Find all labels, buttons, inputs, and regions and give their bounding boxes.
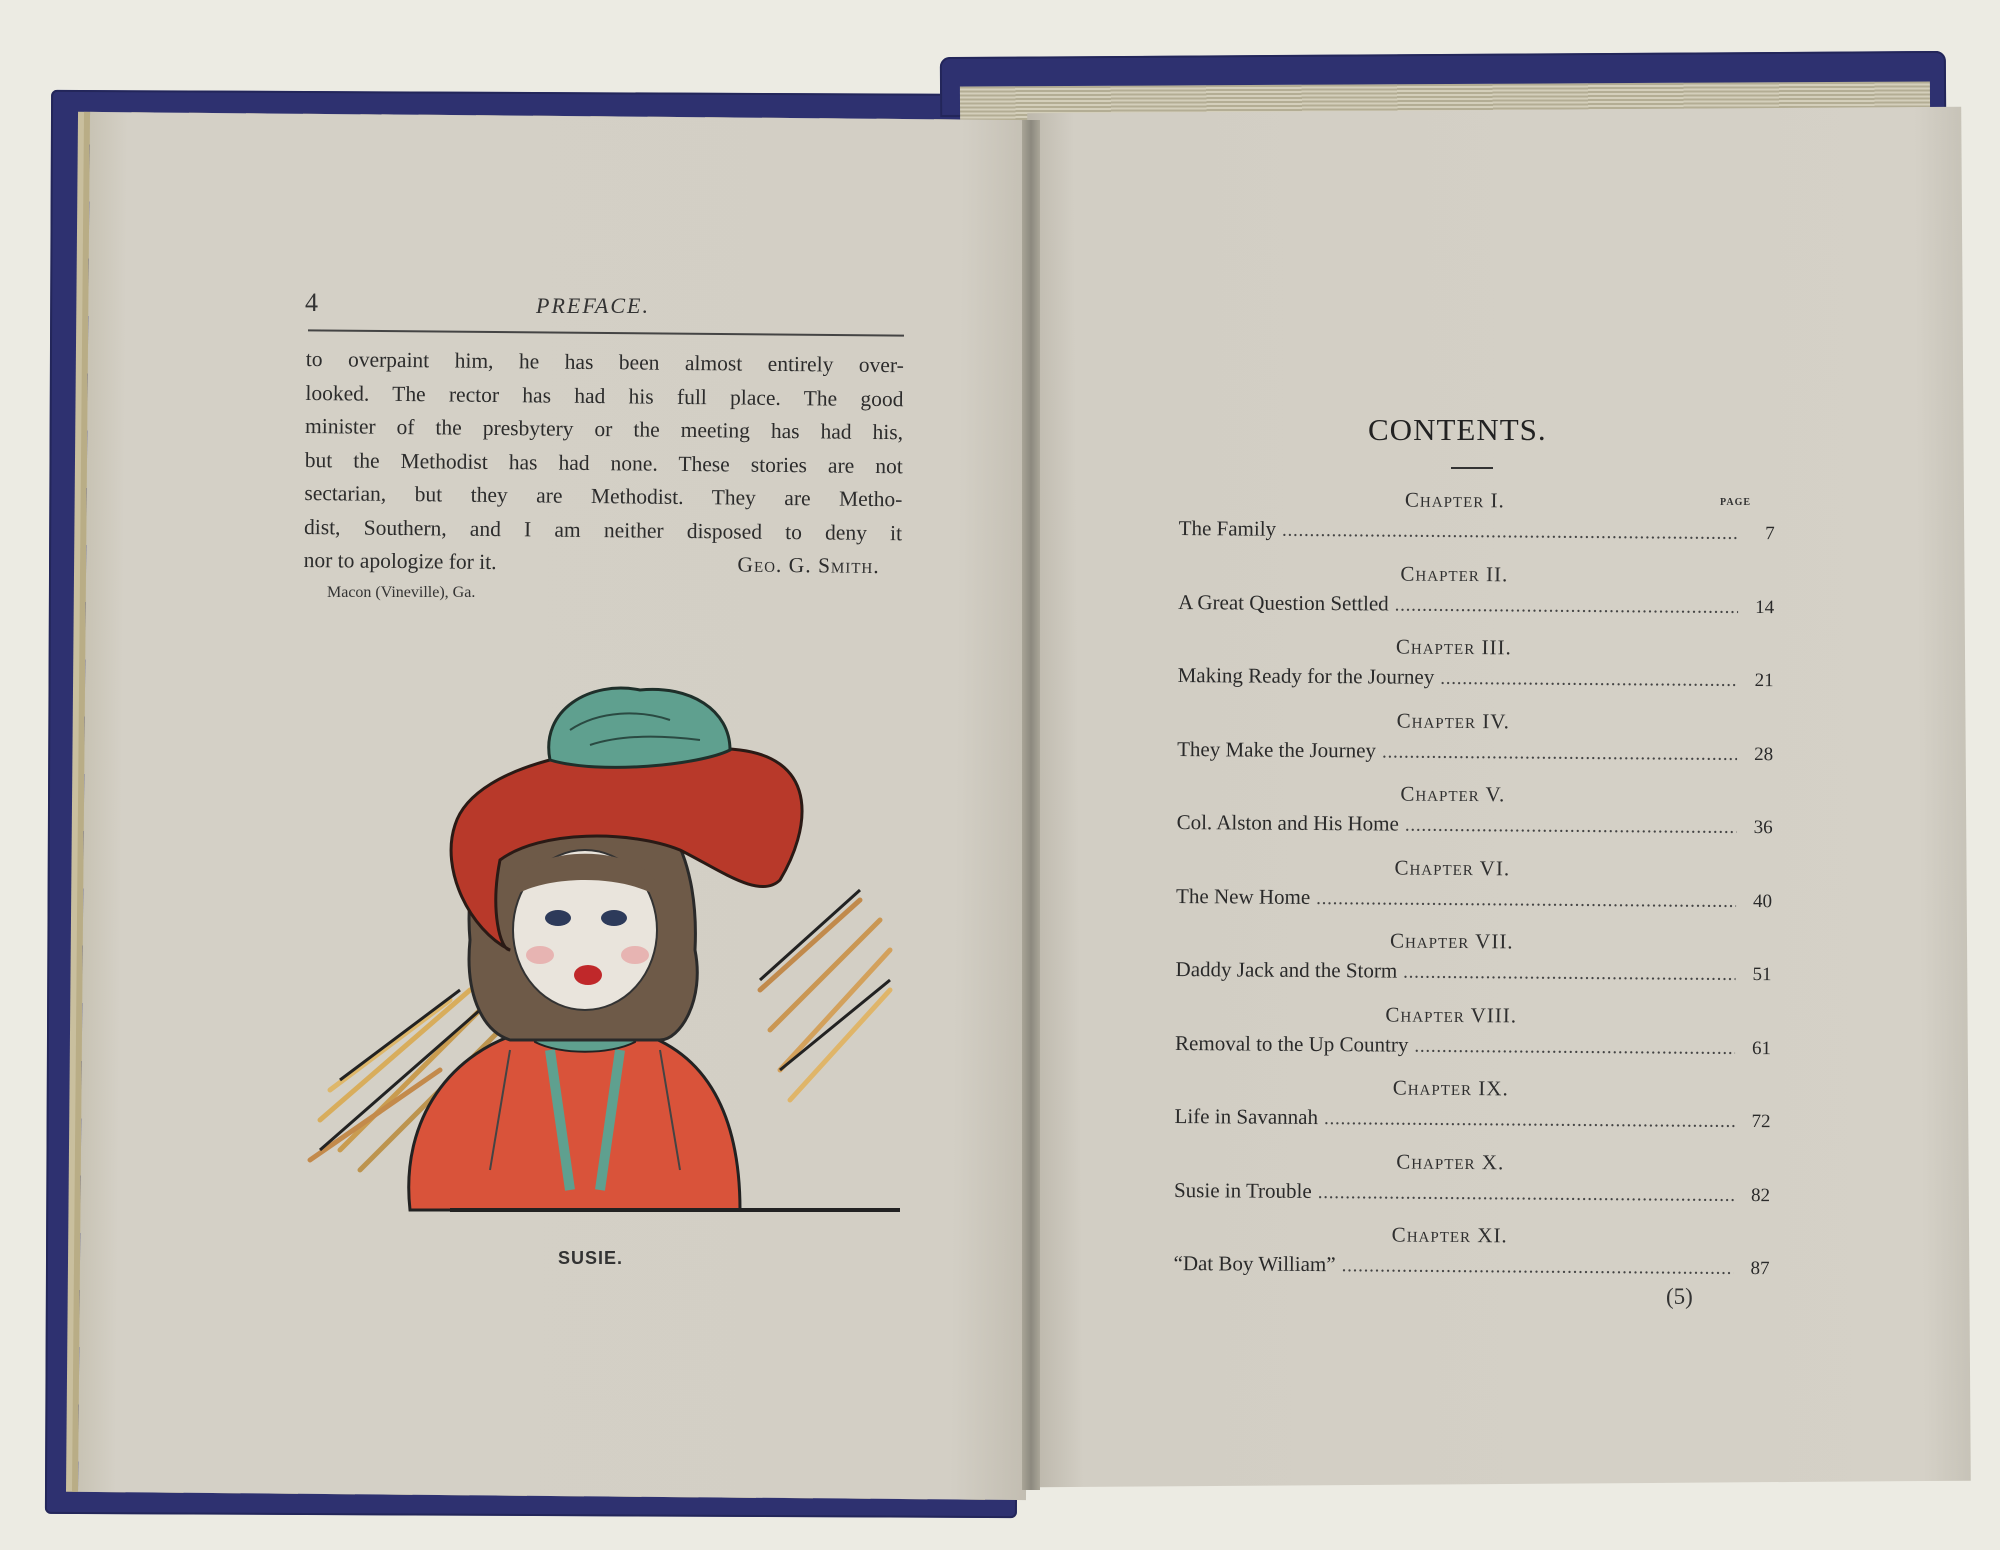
toc-row bbox=[1178, 663, 1774, 692]
toc-entry bbox=[1171, 996, 1771, 1074]
preface-line: looked. The rector has had his full place. The good bbox=[305, 380, 904, 411]
page-ref: 28 bbox=[1754, 743, 1774, 765]
preface-line: sectarian, but they are Methodist. They are Metho- bbox=[304, 480, 903, 512]
chapter-title: “Dat Boy William” bbox=[1173, 1251, 1336, 1277]
chapter-title: Susie in Trouble bbox=[1173, 1177, 1312, 1203]
dot-leader bbox=[1403, 962, 1736, 986]
table-of-contents bbox=[1169, 482, 1775, 1295]
toc-row bbox=[1177, 810, 1773, 839]
dot-leader bbox=[1316, 887, 1736, 912]
page-ref: 87 bbox=[1750, 1258, 1770, 1280]
page-ref: 51 bbox=[1752, 964, 1772, 986]
dot-leader bbox=[1405, 815, 1737, 839]
preface-line: to overpaint him, he has been almost entirely over- bbox=[305, 346, 904, 378]
book-gutter bbox=[1022, 120, 1040, 1490]
chapter-heading: Chapter VI. bbox=[1394, 855, 1511, 880]
page-number: 4 bbox=[305, 288, 318, 317]
preface-line: nor to apologize for it. bbox=[303, 547, 497, 575]
preface-last-line bbox=[304, 544, 902, 584]
dot-leader bbox=[1282, 520, 1739, 545]
chapter-title: The Family bbox=[1178, 516, 1277, 541]
toc-entry bbox=[1173, 629, 1773, 707]
preface-line: dist, Southern, and I am neither disposed to deny it bbox=[303, 514, 903, 545]
toc-row bbox=[1174, 1104, 1770, 1133]
page-ref: 21 bbox=[1754, 670, 1774, 692]
running-head: PREFACE. bbox=[536, 293, 650, 318]
toc-row bbox=[1176, 884, 1772, 913]
toc-entry bbox=[1174, 555, 1774, 633]
chapter-title: A Great Question Settled bbox=[1178, 589, 1389, 615]
chapter-heading: Chapter VIII. bbox=[1385, 1001, 1518, 1027]
toc-entry bbox=[1174, 482, 1774, 560]
page-ref: 61 bbox=[1751, 1037, 1772, 1059]
toc-row bbox=[1176, 957, 1772, 986]
toc-entry bbox=[1170, 1070, 1770, 1148]
dot-leader bbox=[1342, 1255, 1734, 1280]
toc-entry bbox=[1173, 702, 1773, 780]
chapter-title: Daddy Jack and the Storm bbox=[1175, 957, 1398, 983]
dot-leader bbox=[1395, 594, 1739, 618]
dot-leader bbox=[1414, 1035, 1735, 1059]
toc-entry bbox=[1170, 1143, 1770, 1221]
chapter-heading: Chapter II. bbox=[1400, 561, 1509, 586]
chapter-title: Removal to the Up Country bbox=[1175, 1030, 1409, 1057]
dot-leader bbox=[1382, 741, 1737, 765]
toc-row bbox=[1177, 737, 1773, 766]
toc-row bbox=[1174, 1178, 1770, 1207]
dot-leader bbox=[1318, 1182, 1734, 1207]
toc-row bbox=[1178, 590, 1774, 619]
preface-text bbox=[304, 343, 904, 584]
chapter-title: Col. Alston and His Home bbox=[1176, 810, 1399, 836]
toc-entry bbox=[1172, 776, 1772, 854]
page-ref: 7 bbox=[1765, 523, 1775, 545]
toc-row bbox=[1175, 1031, 1771, 1060]
chapter-heading: Chapter XI. bbox=[1391, 1222, 1508, 1248]
chapter-title: Making Ready for the Journey bbox=[1177, 663, 1435, 689]
chapter-heading: Chapter IX. bbox=[1392, 1075, 1509, 1101]
chapter-heading: Chapter V. bbox=[1400, 781, 1506, 807]
page-ref: 82 bbox=[1750, 1184, 1771, 1206]
page-ref: 72 bbox=[1751, 1111, 1771, 1133]
dot-leader bbox=[1440, 668, 1738, 692]
page-column-label: page bbox=[1720, 494, 1752, 509]
chapter-heading: Chapter X. bbox=[1396, 1149, 1505, 1174]
author-signature: Geo. G. Smith. bbox=[737, 552, 880, 579]
toc-entry bbox=[1171, 923, 1771, 1001]
preface-line: minister of the presbytery or the meeting has had his, bbox=[305, 413, 904, 445]
chapter-heading: Chapter VII. bbox=[1389, 928, 1514, 954]
contents-title: CONTENTS. bbox=[1368, 412, 1547, 447]
illustration-caption: SUSIE. bbox=[558, 1248, 624, 1268]
page-ref: 36 bbox=[1753, 817, 1773, 839]
title-rule bbox=[1451, 467, 1493, 469]
chapter-title: They Make the Journey bbox=[1177, 736, 1377, 762]
chapter-title: Life in Savannah bbox=[1174, 1104, 1319, 1130]
dot-leader bbox=[1324, 1108, 1735, 1133]
page-ref: 40 bbox=[1753, 890, 1773, 912]
preface-line: but the Methodist has had none. These stories are not bbox=[304, 447, 903, 478]
chapter-heading: Chapter III. bbox=[1395, 634, 1512, 660]
toc-row bbox=[1173, 1251, 1769, 1280]
susie-illustration bbox=[300, 650, 900, 1230]
toc-row bbox=[1179, 516, 1775, 545]
page-ref: 14 bbox=[1755, 596, 1775, 618]
chapter-title: The New Home bbox=[1176, 883, 1311, 909]
page-folio: (5) bbox=[1666, 1284, 1693, 1309]
chapter-heading: Chapter IV. bbox=[1396, 708, 1511, 733]
chapter-heading: Chapter I. bbox=[1404, 487, 1505, 513]
author-place: Macon (Vineville), Ga. bbox=[327, 584, 476, 601]
toc-entry bbox=[1172, 849, 1772, 927]
